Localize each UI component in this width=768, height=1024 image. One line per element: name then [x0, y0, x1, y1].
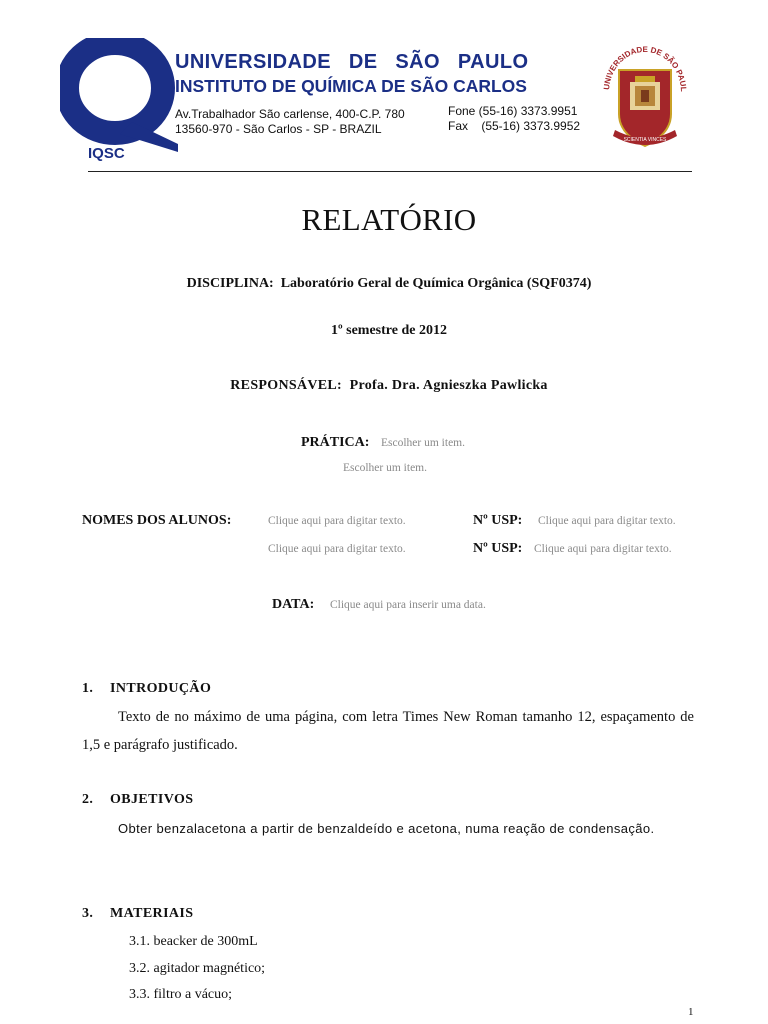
usp-field-2[interactable]: Clique aqui para digitar texto. — [534, 543, 672, 555]
usp-field-1[interactable]: Clique aqui para digitar texto. — [538, 515, 676, 527]
materiais-item: 3.1. beacker de 300mL — [129, 934, 258, 949]
usp-label-2: Nº USP: — [473, 541, 523, 556]
aluno-name-field-2[interactable]: Clique aqui para digitar texto. — [268, 543, 406, 555]
responsavel-label: RESPONSÁVEL: — [230, 378, 342, 393]
page-number: 1 — [688, 1006, 694, 1018]
iqsc-logo-text: IQSC — [88, 145, 125, 162]
iqsc-logo — [60, 38, 178, 162]
phone-number: Fone (55-16) 3373.9951 — [448, 104, 578, 118]
intro-paragraph: Texto de no máximo de uma página, com letra Times New Roman tamanho 12, espaçamento de 1,5 e parágrafo justificado. — [82, 709, 694, 753]
page-title: RELATÓRIO — [301, 202, 477, 237]
materiais-item: 3.2. agitador magnético; — [129, 961, 266, 976]
section-heading-intro — [82, 681, 211, 697]
section-title: MATERIAIS — [110, 906, 194, 921]
section-number: 2. — [82, 792, 94, 807]
pratica-select-2[interactable]: Escolher um item. — [343, 462, 427, 474]
responsavel-line — [0, 378, 768, 394]
section-number: 1. — [82, 681, 94, 696]
responsavel-value: Profa. Dra. Agnieszka Pawlicka — [349, 378, 548, 393]
usp-seal — [597, 30, 693, 154]
university-name: UNIVERSIDADE DE SÃO PAULO — [175, 51, 529, 73]
seal-arc-text: UNIVERSIDADE DE SÃO PAUL — [601, 44, 689, 92]
section-number: 3. — [82, 906, 94, 921]
data-label: DATA: — [272, 597, 315, 612]
section-heading-materiais — [82, 906, 193, 922]
address-line-1: Av.Trabalhador São carlense, 400-C.P. 780 — [175, 107, 405, 121]
section-heading-objetivos — [82, 792, 193, 808]
usp-label-1: Nº USP: — [473, 513, 523, 528]
aluno-name-field-1[interactable]: Clique aqui para digitar texto. — [268, 515, 406, 527]
institute-name: INSTITUTO DE QUÍMICA DE SÃO CARLOS — [175, 76, 527, 96]
materiais-item: 3.3. filtro a vácuo; — [129, 987, 233, 1002]
semester-line: 1º semestre de 2012 — [331, 323, 447, 338]
disciplina-value: Laboratório Geral de Química Orgânica (SQF0374) — [280, 276, 592, 291]
address-line-2: 13560-970 - São Carlos - SP - BRAZIL — [175, 122, 382, 136]
pratica-select[interactable]: Escolher um item. — [381, 437, 465, 449]
disciplina-line — [0, 276, 768, 292]
section-title: OBJETIVOS — [110, 792, 194, 807]
date-picker-field[interactable]: Clique aqui para inserir uma data. — [330, 599, 486, 611]
seal-motto: SCIENTIA VINCES — [623, 137, 667, 143]
fax-number: Fax (55-16) 3373.9952 — [448, 119, 581, 133]
section-title: INTRODUÇÃO — [110, 681, 212, 696]
objetivos-paragraph: Obter benzalacetona a partir de benzaldeído e acetona, numa reação de condensação. — [118, 821, 655, 836]
pratica-label: PRÁTICA: — [301, 435, 370, 450]
header-divider — [88, 171, 692, 172]
alunos-label: NOMES DOS ALUNOS: — [82, 513, 232, 528]
disciplina-label: DISCIPLINA: — [186, 276, 274, 291]
